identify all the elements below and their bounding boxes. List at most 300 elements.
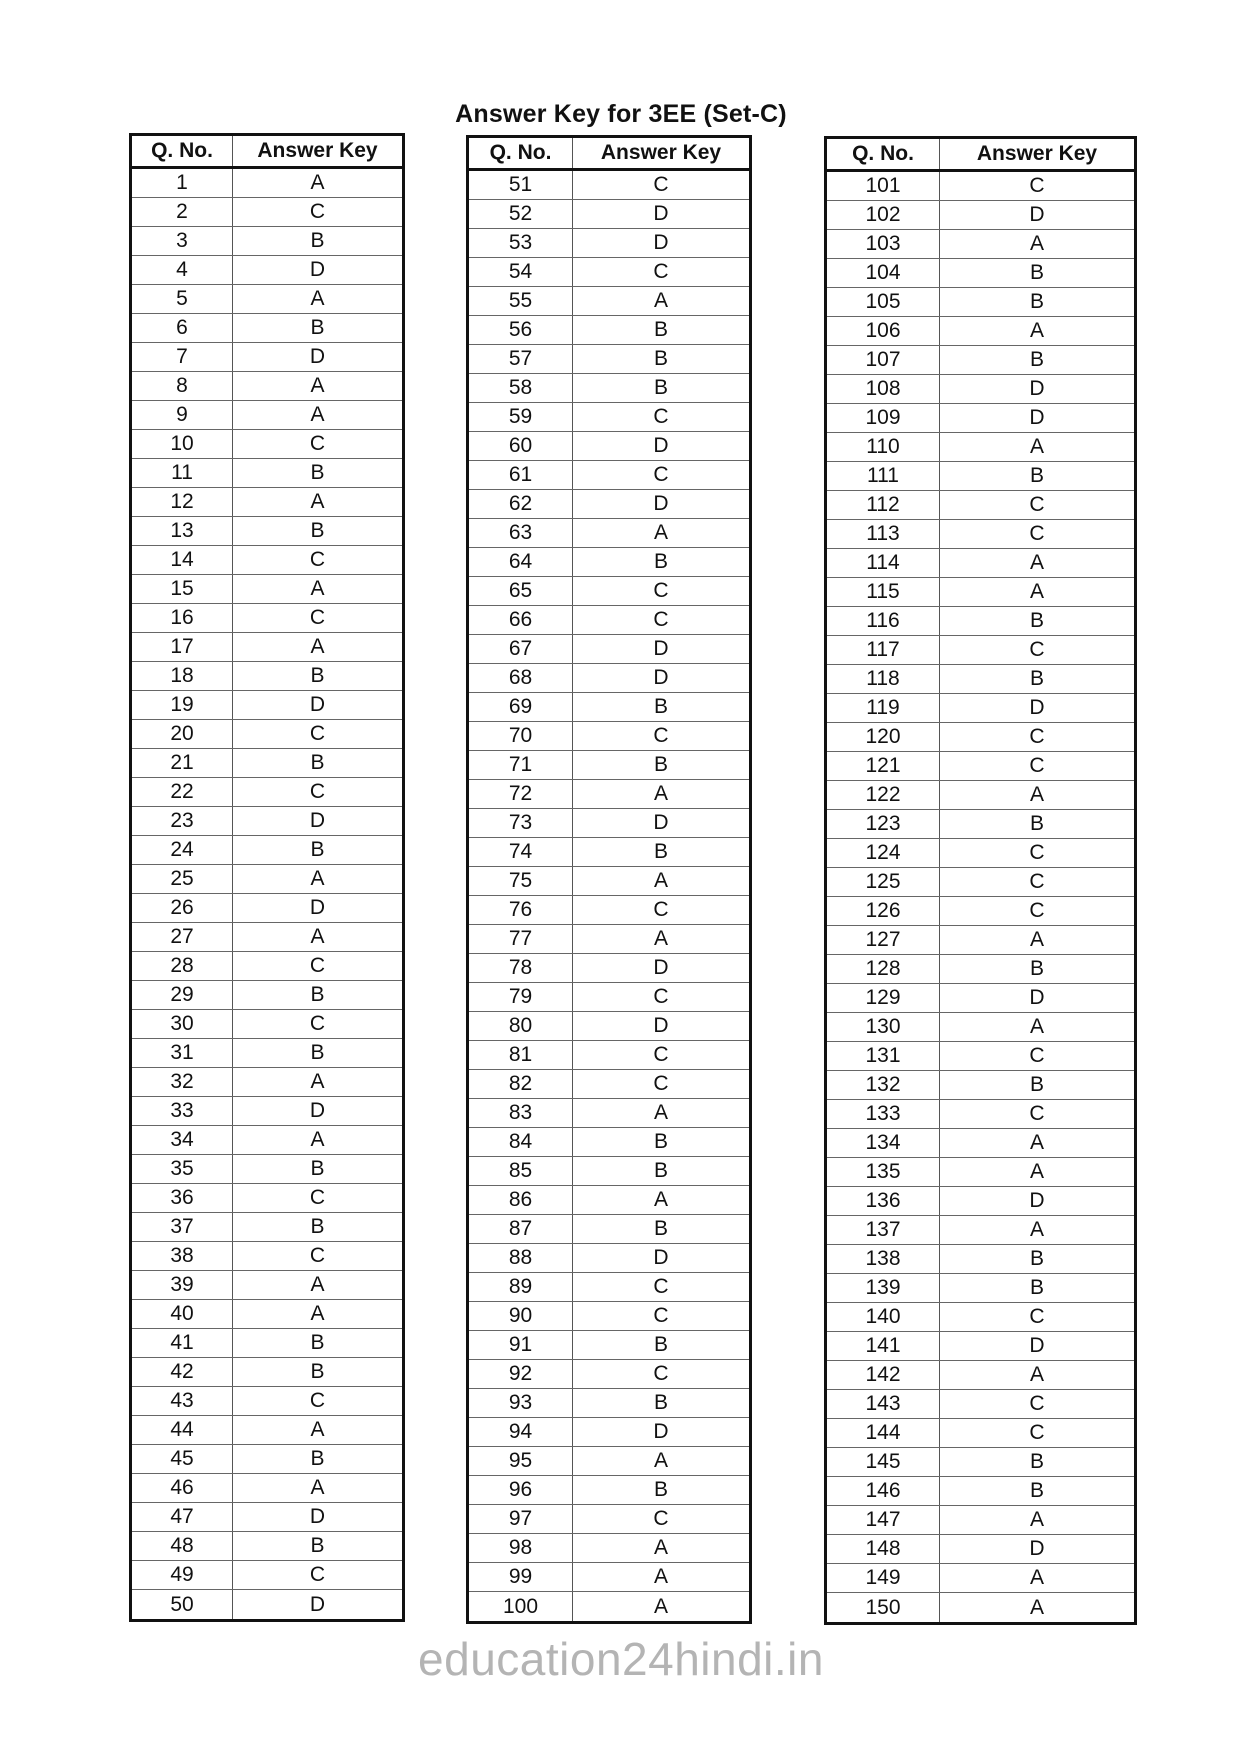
table-row: [132, 865, 402, 894]
table-row: [469, 316, 749, 345]
question-number: 131: [827, 1042, 940, 1070]
answer-option: C: [309, 1389, 326, 1412]
answer-option: B: [1029, 1479, 1044, 1502]
table-row: [469, 403, 749, 432]
answer-option: D: [653, 1014, 669, 1037]
question-number: 13: [132, 517, 233, 545]
answer-option: A: [1029, 783, 1044, 806]
question-number: 44: [132, 1416, 233, 1444]
table-row: [132, 1590, 402, 1619]
answer-option: C: [1029, 1305, 1045, 1328]
question-number: 28: [132, 952, 233, 980]
question-number: 124: [827, 839, 940, 867]
answer-option: C: [309, 548, 326, 571]
answer-option: C: [653, 1304, 669, 1327]
answer-option: B: [653, 753, 668, 776]
answer-option: C: [653, 1043, 669, 1066]
answer-option: C: [309, 780, 326, 803]
table-row: [469, 461, 749, 490]
answer-table-3: [824, 136, 1137, 1625]
table-row: [132, 1300, 402, 1329]
question-number: 3: [132, 227, 233, 255]
question-number: 127: [827, 926, 940, 954]
question-number: 140: [827, 1303, 940, 1331]
table-row: [827, 259, 1134, 288]
answer-option: A: [1029, 580, 1044, 603]
table-row: [132, 1329, 402, 1358]
answer-option: C: [653, 1072, 669, 1095]
question-number: 45: [132, 1445, 233, 1473]
question-number: 54: [469, 258, 573, 286]
table-row: [469, 1244, 749, 1273]
question-number: 104: [827, 259, 940, 287]
table-row: [469, 664, 749, 693]
table-row: [132, 720, 402, 749]
table-row: [132, 256, 402, 285]
question-number: 21: [132, 749, 233, 777]
table-row: [827, 1448, 1134, 1477]
answer-option: C: [1029, 1392, 1045, 1415]
question-number: 51: [469, 171, 573, 199]
table-row: [827, 1564, 1134, 1593]
answer-option: A: [653, 1536, 668, 1559]
question-number: 42: [132, 1358, 233, 1386]
question-number: 4: [132, 256, 233, 284]
answer-key-header: Answer Key: [976, 142, 1098, 165]
question-number: 15: [132, 575, 233, 603]
table-row: [827, 1042, 1134, 1071]
table-row: [132, 517, 402, 546]
table-row: [469, 432, 749, 461]
table-row: [132, 546, 402, 575]
table-row: [827, 1332, 1134, 1361]
question-number: 36: [132, 1184, 233, 1212]
table-row: [132, 1271, 402, 1300]
answer-option: D: [1029, 1189, 1045, 1212]
qno-header: Q. No.: [132, 136, 233, 166]
question-number: 85: [469, 1157, 573, 1185]
question-number: 92: [469, 1360, 573, 1388]
table-row: [132, 343, 402, 372]
question-number: 41: [132, 1329, 233, 1357]
question-number: 87: [469, 1215, 573, 1243]
answer-option: C: [1029, 1421, 1045, 1444]
question-number: 121: [827, 752, 940, 780]
table-row: [132, 836, 402, 865]
answer-option: B: [653, 376, 668, 399]
answer-option: C: [653, 173, 669, 196]
table-row: [132, 285, 402, 314]
question-number: 114: [827, 549, 940, 577]
answer-option: C: [653, 898, 669, 921]
answer-option: C: [653, 608, 669, 631]
table-row: [132, 807, 402, 836]
answer-option: B: [310, 461, 325, 484]
table-row: [827, 1593, 1134, 1622]
question-number: 118: [827, 665, 940, 693]
answer-option: C: [653, 1362, 669, 1385]
answer-option: A: [310, 1128, 325, 1151]
qno-header: Q. No.: [469, 138, 573, 168]
table-row: [469, 1273, 749, 1302]
table-row: [132, 1358, 402, 1387]
table-row: [469, 1302, 749, 1331]
table-row: [132, 227, 402, 256]
table-row: [132, 1184, 402, 1213]
table-row: [469, 200, 749, 229]
table-row: [827, 1013, 1134, 1042]
answer-option: A: [1029, 1508, 1044, 1531]
table-row: [469, 983, 749, 1012]
answer-option: D: [309, 1099, 326, 1122]
question-number: 78: [469, 954, 573, 982]
question-number: 146: [827, 1477, 940, 1505]
answer-option: B: [1029, 1073, 1044, 1096]
answer-option: B: [653, 840, 668, 863]
question-number: 30: [132, 1010, 233, 1038]
table-row: [469, 1331, 749, 1360]
table-row: [827, 404, 1134, 433]
table-row: [827, 1216, 1134, 1245]
question-number: 86: [469, 1186, 573, 1214]
question-number: 108: [827, 375, 940, 403]
question-number: 73: [469, 809, 573, 837]
answer-option: B: [653, 1478, 668, 1501]
question-number: 109: [827, 404, 940, 432]
answer-option: C: [653, 463, 669, 486]
answer-option: D: [653, 492, 669, 515]
answer-option: A: [653, 1594, 668, 1618]
question-number: 144: [827, 1419, 940, 1447]
table-row: [469, 258, 749, 287]
answer-option: C: [1029, 725, 1045, 748]
question-number: 129: [827, 984, 940, 1012]
table-row: [827, 810, 1134, 839]
table-row: [827, 984, 1134, 1013]
question-number: 7: [132, 343, 233, 371]
question-number: 69: [469, 693, 573, 721]
answer-option: C: [1029, 493, 1045, 516]
answer-option: C: [309, 606, 326, 629]
question-number: 77: [469, 925, 573, 953]
question-number: 116: [827, 607, 940, 635]
table-row: [827, 1477, 1134, 1506]
question-number: 19: [132, 691, 233, 719]
answer-option: B: [653, 1391, 668, 1414]
answer-option: B: [310, 1215, 325, 1238]
question-number: 135: [827, 1158, 940, 1186]
question-number: 115: [827, 578, 940, 606]
table-row: [827, 201, 1134, 230]
answer-option: A: [1029, 1595, 1044, 1619]
table-row: [469, 925, 749, 954]
table-row: [132, 923, 402, 952]
table-row: [827, 288, 1134, 317]
answer-option: B: [653, 550, 668, 573]
answer-option: B: [310, 229, 325, 252]
answer-option: B: [310, 838, 325, 861]
table-row: [469, 548, 749, 577]
table-row: [469, 1157, 749, 1186]
table-row: [469, 287, 749, 316]
question-number: 148: [827, 1535, 940, 1563]
answer-option: A: [310, 171, 325, 194]
table-row: [132, 575, 402, 604]
question-number: 112: [827, 491, 940, 519]
question-number: 147: [827, 1506, 940, 1534]
table-header: [132, 136, 402, 169]
answer-option: D: [309, 1592, 326, 1616]
table-row: [827, 752, 1134, 781]
table-row: [132, 952, 402, 981]
question-number: 49: [132, 1561, 233, 1589]
answer-option: A: [310, 867, 325, 890]
question-number: 97: [469, 1505, 573, 1533]
answer-option: C: [1029, 638, 1045, 661]
table-row: [132, 1561, 402, 1590]
table-row: [469, 577, 749, 606]
answer-option: D: [653, 434, 669, 457]
question-number: 53: [469, 229, 573, 257]
answer-option: A: [653, 782, 668, 805]
answer-option: C: [309, 432, 326, 455]
question-number: 149: [827, 1564, 940, 1592]
table-row: [132, 1532, 402, 1561]
question-number: 100: [469, 1592, 573, 1621]
answer-option: D: [309, 345, 326, 368]
table-row: [469, 1418, 749, 1447]
answer-option: B: [1029, 957, 1044, 980]
table-row: [827, 955, 1134, 984]
table-row: [827, 433, 1134, 462]
table-row: [469, 751, 749, 780]
answer-option: C: [1029, 522, 1045, 545]
answer-option: D: [1029, 1334, 1045, 1357]
question-number: 119: [827, 694, 940, 722]
answer-option: C: [653, 1275, 669, 1298]
question-number: 107: [827, 346, 940, 374]
table-row: [469, 1505, 749, 1534]
answer-option: B: [310, 1447, 325, 1470]
answer-option: A: [653, 521, 668, 544]
question-number: 99: [469, 1563, 573, 1591]
answer-option: A: [653, 1101, 668, 1124]
table-row: [469, 1476, 749, 1505]
answer-option: D: [309, 896, 326, 919]
question-number: 110: [827, 433, 940, 461]
table-row: [827, 868, 1134, 897]
table-row: [469, 1360, 749, 1389]
question-number: 9: [132, 401, 233, 429]
answer-option: B: [1029, 1276, 1044, 1299]
question-number: 96: [469, 1476, 573, 1504]
answer-option: B: [1029, 1450, 1044, 1473]
table-row: [132, 198, 402, 227]
question-number: 106: [827, 317, 940, 345]
question-number: 143: [827, 1390, 940, 1418]
table-row: [132, 1474, 402, 1503]
answer-option: A: [653, 869, 668, 892]
table-row: [469, 1563, 749, 1592]
answer-option: D: [1029, 986, 1045, 1009]
answer-option: B: [653, 347, 668, 370]
question-number: 34: [132, 1126, 233, 1154]
table-row: [132, 1039, 402, 1068]
question-number: 113: [827, 520, 940, 548]
table-row: [132, 1213, 402, 1242]
question-number: 1: [132, 169, 233, 197]
answer-option: B: [1029, 464, 1044, 487]
table-row: [469, 1592, 749, 1621]
table-row: [132, 169, 402, 198]
question-number: 70: [469, 722, 573, 750]
table-row: [827, 694, 1134, 723]
table-row: [827, 1361, 1134, 1390]
question-number: 91: [469, 1331, 573, 1359]
table-row: [827, 1245, 1134, 1274]
answer-option: C: [1029, 899, 1045, 922]
answer-option: C: [309, 954, 326, 977]
table-row: [132, 372, 402, 401]
answer-option: A: [310, 1070, 325, 1093]
question-number: 72: [469, 780, 573, 808]
table-row: [827, 665, 1134, 694]
table-row: [469, 1070, 749, 1099]
answer-option: D: [653, 956, 669, 979]
answer-option: A: [1029, 928, 1044, 951]
table-row: [132, 778, 402, 807]
table-row: [132, 1387, 402, 1416]
table-row: [827, 897, 1134, 926]
answer-option: A: [1029, 551, 1044, 574]
answer-option: A: [1029, 232, 1044, 255]
table-row: [469, 229, 749, 258]
table-row: [132, 633, 402, 662]
table-row: [827, 781, 1134, 810]
answer-option: B: [1029, 261, 1044, 284]
question-number: 102: [827, 201, 940, 229]
question-number: 25: [132, 865, 233, 893]
table-row: [132, 1242, 402, 1271]
question-number: 123: [827, 810, 940, 838]
table-row: [827, 1419, 1134, 1448]
table-row: [827, 1187, 1134, 1216]
answer-option: B: [1029, 609, 1044, 632]
table-row: [469, 809, 749, 838]
answer-option: A: [1029, 319, 1044, 342]
table-row: [469, 896, 749, 925]
answer-option: D: [309, 693, 326, 716]
table-row: [469, 1041, 749, 1070]
answer-option: B: [1029, 348, 1044, 371]
question-number: 38: [132, 1242, 233, 1270]
question-number: 103: [827, 230, 940, 258]
table-row: [827, 926, 1134, 955]
answer-option: D: [309, 1505, 326, 1528]
answer-option: A: [1029, 1015, 1044, 1038]
question-number: 2: [132, 198, 233, 226]
answer-option: C: [309, 1244, 326, 1267]
table-row: [469, 1012, 749, 1041]
question-number: 32: [132, 1068, 233, 1096]
answer-option: D: [1029, 696, 1045, 719]
question-number: 26: [132, 894, 233, 922]
answer-option: B: [653, 318, 668, 341]
table-row: [469, 1447, 749, 1476]
answer-option: C: [309, 1012, 326, 1035]
question-number: 64: [469, 548, 573, 576]
table-row: [132, 1416, 402, 1445]
table-row: [827, 723, 1134, 752]
table-row: [827, 607, 1134, 636]
table-header: [469, 138, 749, 171]
answer-option: D: [653, 666, 669, 689]
question-number: 142: [827, 1361, 940, 1389]
answer-option: B: [310, 316, 325, 339]
table-row: [827, 1158, 1134, 1187]
question-number: 68: [469, 664, 573, 692]
table-row: [132, 604, 402, 633]
question-number: 83: [469, 1099, 573, 1127]
question-number: 138: [827, 1245, 940, 1273]
answer-option: B: [653, 695, 668, 718]
question-number: 150: [827, 1593, 940, 1622]
question-number: 145: [827, 1448, 940, 1476]
answer-option: A: [1029, 1218, 1044, 1241]
answer-option: C: [1029, 174, 1045, 197]
question-number: 137: [827, 1216, 940, 1244]
table-row: [827, 491, 1134, 520]
question-number: 50: [132, 1590, 233, 1619]
table-row: [827, 1071, 1134, 1100]
question-number: 43: [132, 1387, 233, 1415]
answer-option: C: [309, 1563, 326, 1586]
question-number: 139: [827, 1274, 940, 1302]
question-number: 18: [132, 662, 233, 690]
table-row: [827, 1129, 1134, 1158]
question-number: 47: [132, 1503, 233, 1531]
question-number: 12: [132, 488, 233, 516]
question-number: 63: [469, 519, 573, 547]
question-number: 71: [469, 751, 573, 779]
question-number: 84: [469, 1128, 573, 1156]
answer-option: C: [653, 724, 669, 747]
answer-option: B: [310, 664, 325, 687]
table-row: [469, 1099, 749, 1128]
question-number: 33: [132, 1097, 233, 1125]
question-number: 6: [132, 314, 233, 342]
page-title: Answer Key for 3EE (Set-C): [455, 100, 787, 128]
question-number: 17: [132, 633, 233, 661]
table-row: [827, 1274, 1134, 1303]
table-row: [132, 981, 402, 1010]
table-row: [827, 1303, 1134, 1332]
table-row: [469, 780, 749, 809]
answer-option: C: [653, 260, 669, 283]
answer-option: B: [653, 1159, 668, 1182]
answer-option: D: [653, 1420, 669, 1443]
answer-option: A: [310, 925, 325, 948]
question-number: 101: [827, 172, 940, 200]
answer-table-2: [466, 135, 752, 1624]
answer-option: B: [310, 519, 325, 542]
answer-option: D: [1029, 406, 1045, 429]
answer-option: B: [310, 1331, 325, 1354]
question-number: 65: [469, 577, 573, 605]
answer-option: A: [310, 1302, 325, 1325]
answer-option: D: [653, 1246, 669, 1269]
table-row: [827, 636, 1134, 665]
